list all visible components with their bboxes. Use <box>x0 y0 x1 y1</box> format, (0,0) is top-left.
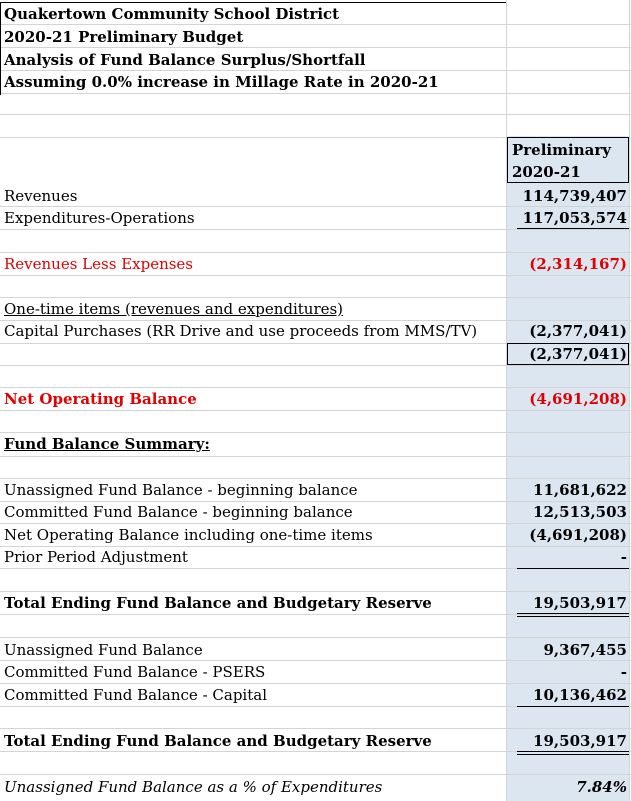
one-time-total-value: (2,377,041) <box>529 345 627 363</box>
prior-period-label: Prior Period Adjustment <box>4 548 188 566</box>
prior-period-underline <box>517 568 629 569</box>
column-header-line1: Preliminary <box>512 141 611 159</box>
prior-period-value: - <box>620 548 627 566</box>
total-ending-2-label: Total Ending Fund Balance and Budgetary Reserve <box>4 732 432 750</box>
unassigned-label: Unassigned Fund Balance <box>4 641 203 659</box>
unassigned-begin-label: Unassigned Fund Balance - beginning balance <box>4 481 358 499</box>
unassigned-begin-value: 11,681,622 <box>533 481 627 499</box>
rev-less-exp-value: (2,314,167) <box>529 255 627 273</box>
committed-capital-underline <box>517 706 629 707</box>
committed-psers-label: Committed Fund Balance - PSERS <box>4 663 266 681</box>
net-operating-label: Net Operating Balance <box>4 390 197 408</box>
committed-begin-value: 12,513,503 <box>533 503 627 521</box>
total-ending-1-underline-a <box>517 613 629 614</box>
budget-title: 2020-21 Preliminary Budget <box>4 28 244 46</box>
capital-purchases-value: (2,377,041) <box>529 322 627 340</box>
revenues-value: 114,739,407 <box>522 187 627 205</box>
total-ending-2-underline-b <box>517 754 629 755</box>
committed-begin-label: Committed Fund Balance - beginning balance <box>4 503 353 521</box>
committed-capital-value: 10,136,462 <box>533 686 627 704</box>
analysis-title: Analysis of Fund Balance Surplus/Shortfall <box>4 51 366 69</box>
column-header-line2: 2020-21 <box>512 163 581 181</box>
total-ending-1-value: 19,503,917 <box>533 594 627 612</box>
committed-psers-value: - <box>620 663 627 681</box>
capital-purchases-label: Capital Purchases (RR Drive and use proceeds from MMS/TV) <box>4 322 478 340</box>
expenditures-underline <box>517 228 629 229</box>
net-operating-value: (4,691,208) <box>529 390 627 408</box>
total-ending-1-label: Total Ending Fund Balance and Budgetary Reserve <box>4 594 432 612</box>
rev-less-exp-label: Revenues Less Expenses <box>4 255 194 273</box>
pct-expenditures-value: 7.84% <box>576 778 627 796</box>
one-time-heading: One-time items (revenues and expenditures) <box>4 300 344 318</box>
revenues-label: Revenues <box>4 187 78 205</box>
millage-title: Assuming 0.0% increase in Millage Rate in 2020-21 <box>4 73 439 91</box>
net-op-incl-value: (4,691,208) <box>529 526 627 544</box>
district-title: Quakertown Community School District <box>4 5 340 23</box>
pct-expenditures-label: Unassigned Fund Balance as a % of Expenditures <box>4 778 383 796</box>
total-ending-2-value: 19,503,917 <box>533 732 627 750</box>
expenditures-value: 117,053,574 <box>522 209 627 227</box>
total-ending-1-underline-b <box>517 616 629 617</box>
total-ending-2-underline-a <box>517 751 629 752</box>
net-op-incl-label: Net Operating Balance including one-time items <box>4 526 373 544</box>
fund-summary-heading: Fund Balance Summary: <box>4 435 210 453</box>
expenditures-label: Expenditures-Operations <box>4 209 195 227</box>
committed-capital-label: Committed Fund Balance - Capital <box>4 686 267 704</box>
unassigned-value: 9,367,455 <box>543 641 627 659</box>
